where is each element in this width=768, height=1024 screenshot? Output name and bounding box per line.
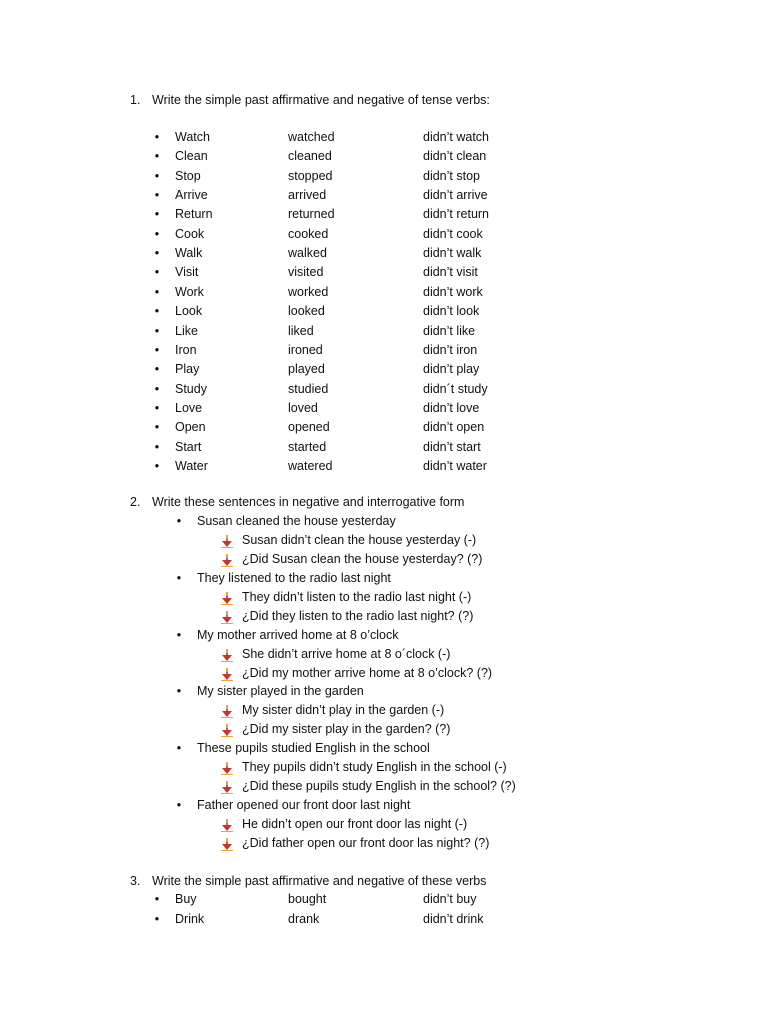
bullet-icon: • xyxy=(154,265,160,280)
section-3-number: 3. xyxy=(130,874,141,888)
verb-row xyxy=(0,304,768,323)
section-1-number: 1. xyxy=(130,93,141,107)
question-text: ¿Did Susan clean the house yesterday? (?) xyxy=(242,552,483,566)
bullet-icon: • xyxy=(154,420,160,435)
verb-base: Walk xyxy=(175,246,203,261)
verb-row xyxy=(0,420,768,439)
verb-negative: didn´t study xyxy=(423,381,488,396)
verb-negative: didn’t stop xyxy=(423,168,480,183)
verb-past: returned xyxy=(288,207,335,222)
verb-base: Buy xyxy=(175,892,197,906)
verb-base: Love xyxy=(175,400,203,415)
sentence-text: My sister played in the garden xyxy=(197,684,364,699)
section-1-heading xyxy=(130,93,490,107)
verb-negative: didn’t watch xyxy=(423,130,490,144)
verb-row xyxy=(0,188,768,207)
sentence-item xyxy=(0,628,768,647)
verb-base: Visit xyxy=(175,265,199,280)
arrow-bullet-icon xyxy=(221,781,233,794)
sentence-text: They listened to the radio last night xyxy=(197,570,391,585)
verb-row xyxy=(0,362,768,381)
verb-negative: didn’t walk xyxy=(423,246,482,261)
verb-base: Stop xyxy=(175,168,201,183)
negative-answer xyxy=(0,590,768,609)
bullet-icon: • xyxy=(176,627,182,642)
verb-row xyxy=(0,130,768,149)
section-2-number: 2. xyxy=(130,495,141,509)
verb-negative: didn’t water xyxy=(423,458,487,473)
verb-negative: didn’t like xyxy=(423,323,476,338)
verb-negative: didn’t visit xyxy=(423,265,478,280)
bullet-icon: • xyxy=(154,304,160,319)
verb-past: arrived xyxy=(288,188,327,203)
arrow-bullet-icon xyxy=(221,554,233,567)
verb-negative: didn’t arrive xyxy=(423,188,488,203)
verb-past: stopped xyxy=(288,168,333,183)
bullet-icon: • xyxy=(154,342,160,357)
verb-past: liked xyxy=(288,323,314,338)
verb-past: watered xyxy=(288,458,333,473)
bullet-icon: • xyxy=(176,570,182,585)
sentence-text: Susan cleaned the house yesterday xyxy=(197,514,396,528)
question-text: ¿Did father open our front door las night? (?) xyxy=(242,836,490,850)
arrow-bullet-icon xyxy=(221,611,233,624)
verb-base: Work xyxy=(175,284,204,299)
verb-row xyxy=(0,149,768,168)
question-text: ¿Did my sister play in the garden? (?) xyxy=(242,722,451,737)
verb-negative: didn’t look xyxy=(423,304,480,319)
arrow-bullet-icon xyxy=(221,724,233,737)
negative-answer xyxy=(0,703,768,722)
question-answer xyxy=(0,722,768,741)
verb-past: ironed xyxy=(288,342,323,357)
sentence-item xyxy=(0,798,768,817)
bullet-icon: • xyxy=(154,323,160,338)
verb-row xyxy=(0,343,768,362)
bullet-icon: • xyxy=(154,149,160,164)
question-answer xyxy=(0,609,768,628)
sentence-text: These pupils studied English in the school xyxy=(197,741,430,756)
verb-past: watched xyxy=(288,130,335,144)
verb-past: cleaned xyxy=(288,149,332,164)
bullet-icon: • xyxy=(154,381,160,396)
sentence-text: My mother arrived home at 8 o’clock xyxy=(197,627,399,642)
verb-negative: didn’t buy xyxy=(423,892,477,906)
verb-past: studied xyxy=(288,381,329,396)
negative-text: My sister didn’t play in the garden (-) xyxy=(242,703,445,718)
verb-past: walked xyxy=(288,246,327,261)
verb-base: Drink xyxy=(175,911,205,926)
verb-base: Look xyxy=(175,304,203,319)
bullet-icon: • xyxy=(154,400,160,415)
bullet-icon: • xyxy=(154,892,160,906)
verb-negative: didn’t love xyxy=(423,400,480,415)
arrow-bullet-icon xyxy=(221,668,233,681)
verb-negative: didn’t iron xyxy=(423,342,478,357)
bullet-icon: • xyxy=(154,207,160,222)
verb-row xyxy=(0,324,768,343)
verb-row xyxy=(0,265,768,284)
sentence-item xyxy=(0,684,768,703)
bullet-icon: • xyxy=(154,362,160,377)
verb-negative: didn’t drink xyxy=(423,911,484,926)
bullet-icon: • xyxy=(154,284,160,299)
verb-negative: didn’t cook xyxy=(423,226,483,241)
negative-text: They didn’t listen to the radio last night (-) xyxy=(242,589,472,604)
verb-base: Play xyxy=(175,362,200,377)
bullet-icon: • xyxy=(154,188,160,203)
bullet-icon: • xyxy=(176,514,182,528)
verb-past: worked xyxy=(288,284,329,299)
bullet-icon: • xyxy=(176,684,182,699)
verb-negative: didn’t clean xyxy=(423,149,487,164)
question-answer xyxy=(0,666,768,685)
verb-row xyxy=(0,459,768,478)
verb-negative: didn’t open xyxy=(423,420,485,435)
verb-row xyxy=(0,382,768,401)
arrow-bullet-icon xyxy=(221,649,233,662)
verb-row xyxy=(0,892,768,911)
verb-negative: didn’t play xyxy=(423,362,480,377)
verb-row xyxy=(0,246,768,265)
bullet-icon: • xyxy=(154,911,160,926)
verb-past: loved xyxy=(288,400,318,415)
negative-text: They pupils didn’t study English in the school (-) xyxy=(242,760,507,775)
sentence-item xyxy=(0,571,768,590)
verb-base: Like xyxy=(175,323,198,338)
verb-past: bought xyxy=(288,892,327,906)
verb-negative: didn’t work xyxy=(423,284,483,299)
arrow-bullet-icon xyxy=(221,535,233,548)
bullet-icon: • xyxy=(176,741,182,756)
negative-answer xyxy=(0,533,768,552)
negative-answer xyxy=(0,647,768,666)
verb-base: Iron xyxy=(175,342,197,357)
question-text: ¿Did these pupils study English in the school? (?) xyxy=(242,779,516,794)
verb-past: opened xyxy=(288,420,330,435)
verb-base: Start xyxy=(175,439,202,454)
verb-base: Watch xyxy=(175,130,210,144)
verb-base: Return xyxy=(175,207,213,222)
verb-negative: didn’t start xyxy=(423,439,481,454)
negative-answer xyxy=(0,817,768,836)
arrow-bullet-icon xyxy=(221,838,233,851)
sentence-item xyxy=(0,514,768,533)
verb-row xyxy=(0,401,768,420)
question-text: ¿Did my mother arrive home at 8 o’clock? (?) xyxy=(242,665,493,680)
verb-past: played xyxy=(288,362,325,377)
verb-past: cooked xyxy=(288,226,329,241)
negative-text: She didn’t arrive home at 8 o´clock (-) xyxy=(242,646,451,661)
sentence-text: Father opened our front door last night xyxy=(197,798,411,812)
section-3-title: Write the simple past affirmative and negative of these verbs xyxy=(152,874,487,888)
arrow-bullet-icon xyxy=(221,592,233,605)
section-2-heading xyxy=(130,495,464,509)
negative-answer xyxy=(0,760,768,779)
verb-base: Arrive xyxy=(175,188,208,203)
verb-past: started xyxy=(288,439,327,454)
arrow-bullet-icon xyxy=(221,762,233,775)
bullet-icon: • xyxy=(154,226,160,241)
verb-base: Cook xyxy=(175,226,205,241)
verb-row xyxy=(0,227,768,246)
sentence-item xyxy=(0,741,768,760)
verb-base: Clean xyxy=(175,149,208,164)
question-text: ¿Did they listen to the radio last night? (?) xyxy=(242,608,474,623)
arrow-bullet-icon xyxy=(221,819,233,832)
question-answer xyxy=(0,836,768,855)
verb-past: looked xyxy=(288,304,325,319)
question-answer xyxy=(0,779,768,798)
negative-text: Susan didn’t clean the house yesterday (-) xyxy=(242,533,477,547)
verb-row xyxy=(0,207,768,226)
arrow-bullet-icon xyxy=(221,705,233,718)
verb-row xyxy=(0,285,768,304)
verb-base: Water xyxy=(175,458,208,473)
verb-negative: didn’t return xyxy=(423,207,490,222)
question-answer xyxy=(0,552,768,571)
bullet-icon: • xyxy=(154,439,160,454)
verb-past: drank xyxy=(288,911,320,926)
bullet-icon: • xyxy=(176,798,182,812)
bullet-icon: • xyxy=(154,168,160,183)
verb-base: Study xyxy=(175,381,207,396)
bullet-icon: • xyxy=(154,246,160,261)
verb-row xyxy=(0,169,768,188)
verb-past: visited xyxy=(288,265,324,280)
bullet-icon: • xyxy=(154,130,160,144)
verb-row xyxy=(0,440,768,459)
section-3-heading xyxy=(130,874,486,888)
section-1-title: Write the simple past affirmative and negative of tense verbs: xyxy=(152,93,490,107)
verb-base: Open xyxy=(175,420,206,435)
section-2-title: Write these sentences in negative and interrogative form xyxy=(152,495,465,509)
bullet-icon: • xyxy=(154,458,160,473)
negative-text: He didn’t open our front door las night (-) xyxy=(242,817,468,831)
verb-row xyxy=(0,912,768,931)
